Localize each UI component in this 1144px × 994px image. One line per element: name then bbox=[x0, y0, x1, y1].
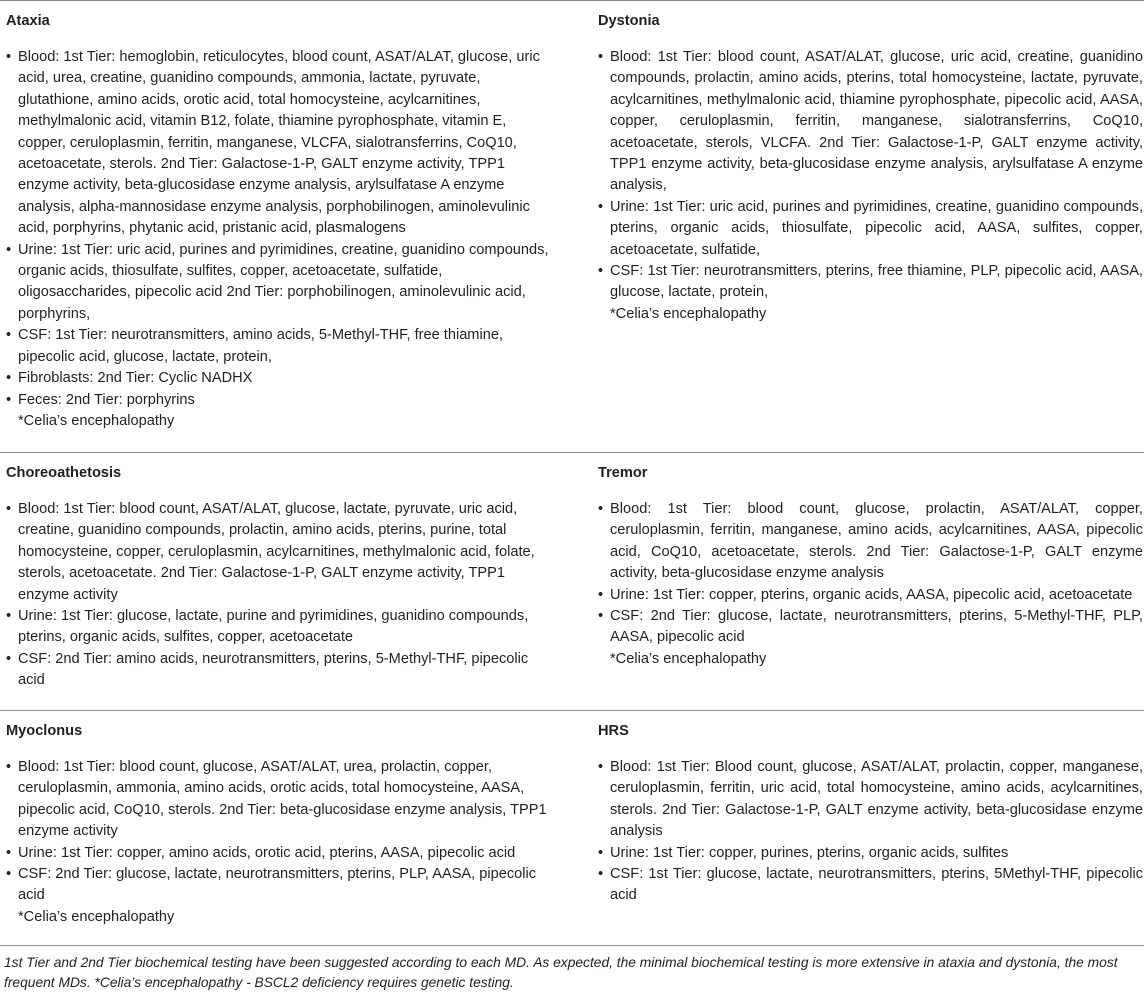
list-item: • CSF: 2nd Tier: glucose, lactate, neurotransmitters, pterins, PLP, AASA, pipecolic acid bbox=[6, 866, 537, 904]
bullet-icon: • bbox=[6, 241, 12, 258]
bullet-icon: • bbox=[6, 866, 12, 883]
list-item: • Urine: 1st Tier: glucose, lactate, purine and pyrimidines, guanidino compounds, pterins, organic acids, sulfites, copper, acetoacetate bbox=[6, 608, 529, 646]
table-footnote: 1st Tier and 2nd Tier biochemical testing have been suggested according to each MD. As expected, the minimal biochemical testing is more extensive in ataxia and dystonia, the most frequent MDs. *Celia’s encephalopathy - BSCL2 deficiency requires genetic testing. bbox=[4, 955, 1118, 990]
test-list bbox=[598, 499, 1143, 649]
list-item: • CSF: 1st Tier: neurotransmitters, amino acids, 5-Methyl-THF, free thiamine, pipecolic acid, glucose, lactate, protein, bbox=[6, 327, 503, 365]
bullet-icon: • bbox=[598, 608, 604, 625]
list-item: • Blood: 1st Tier: blood count, ASAT/ALAT, glucose, lactate, pyruvate, uric acid, creatine, guanidino compounds, prolactin, amino acids, pterins, purine, total homocysteine, copper, ceruloplasmin, acylcarnitines, methylmalonic acid, folate, sterols, acetoacetate. 2nd Tier: Galactose-1-P, GALT enzyme activity, TPP1 enzyme activity bbox=[6, 501, 535, 603]
bullet-icon: • bbox=[598, 198, 604, 215]
list-item: • Urine: 1st Tier: uric acid, purines and pyrimidines, creatine, guanidino compounds, pterins, organic acids, thiosulfate, pipecolic acid, AASA, sulfites, copper, acetoacetate, sulfatide, bbox=[598, 198, 1143, 258]
bullet-icon: • bbox=[598, 844, 604, 861]
section-title: Choreoathetosis bbox=[6, 465, 122, 481]
section-myoclonus bbox=[6, 721, 551, 928]
list-item: • Urine: 1st Tier: copper, pterins, organic acids, AASA, pipecolic acid, acetoacetate bbox=[598, 585, 1143, 606]
test-list bbox=[598, 47, 1143, 304]
table-top-rule bbox=[0, 0, 1144, 1]
bullet-icon: • bbox=[598, 866, 604, 883]
bullet-icon: • bbox=[6, 327, 12, 344]
section-note: *Celia’s encephalopathy bbox=[610, 650, 767, 667]
bullet-icon: • bbox=[6, 759, 12, 775]
section-ataxia bbox=[6, 11, 551, 432]
list-item: • Urine: 1st Tier: uric acid, purines and pyrimidines, creatine, guanidino compounds, organic acids, thiosulfate, sulfites, copper, acetoacetate, sulfatide, oligosaccharides, pipecolic acid 2nd Tier: porphobilinogen, aminolevulinic acid, porphyrins, bbox=[6, 241, 549, 322]
bullet-icon: • bbox=[6, 49, 12, 65]
bullet-icon: • bbox=[6, 501, 12, 517]
section-title: HRS bbox=[598, 723, 629, 739]
section-title: Tremor bbox=[598, 465, 648, 481]
list-item: • CSF: 1st Tier: neurotransmitters, pterins, free thiamine, PLP, pipecolic acid, AASA, glucose, lactate, protein, bbox=[598, 263, 1143, 301]
row-divider bbox=[0, 452, 1144, 453]
section-title: Ataxia bbox=[6, 13, 50, 29]
row-divider bbox=[0, 710, 1144, 711]
section-tremor bbox=[598, 463, 1143, 670]
bullet-icon: • bbox=[598, 49, 604, 65]
list-item: • Feces: 2nd Tier: porphyrins bbox=[6, 390, 551, 411]
section-title: Dystonia bbox=[598, 13, 660, 29]
bullet-icon: • bbox=[6, 391, 12, 408]
list-item: • Urine: 1st Tier: copper, amino acids, orotic acid, pterins, AASA, pipecolic acid bbox=[6, 843, 551, 864]
section-choreoathetosis bbox=[6, 463, 551, 692]
bullet-icon: • bbox=[598, 263, 604, 280]
bullet-icon: • bbox=[6, 844, 12, 861]
section-dystonia bbox=[598, 11, 1143, 325]
test-list bbox=[598, 757, 1143, 907]
test-list bbox=[6, 47, 551, 411]
section-note: *Celia’s encephalopathy bbox=[610, 305, 767, 322]
list-item: • Blood: 1st Tier: blood count, glucose, prolactin, ASAT/ALAT, copper, ceruloplasmin, ferritin, manganese, amino acids, acylcarnitines, AASA, pipecolic acid, CoQ10, acetoacetate, sterols. 2nd Tier: Galactose-1-P, GALT enzyme activity, beta-glucosidase enzyme analysis bbox=[598, 501, 1143, 582]
list-item: • Blood: 1st Tier: Blood count, glucose, ASAT/ALAT, prolactin, copper, manganese, ceruloplasmin, ferritin, uric acid, total homocysteine, amino acids, acylcarnitines, sterols. 2nd Tier: Galactose-1-P, GALT enzyme activity, beta-glucosidase enzyme analysis bbox=[598, 759, 1143, 840]
section-title: Myoclonus bbox=[6, 723, 83, 739]
list-item: • Fibroblasts: 2nd Tier: Cyclic NADHX bbox=[6, 368, 551, 389]
bullet-icon: • bbox=[6, 370, 12, 387]
bullet-icon: • bbox=[6, 608, 12, 625]
section-note: *Celia’s encephalopathy bbox=[18, 908, 175, 925]
list-item: • Blood: 1st Tier: blood count, ASAT/ALAT, glucose, uric acid, creatine, guanidino compounds, prolactin, amino acids, pterins, total homocysteine, lactate, pyruvate, acylcarnitines, methylmalonic acid, thiamine pyrophosphate, pipecolic acid, AASA, copper, ceruloplasmin, ferritin, manganese, sialotransferrins, CoQ10, acetoacetate, sterols, VLCFA. 2nd Tier: Galactose-1-P, GALT enzyme activity, TPP1 enzyme activity, beta-glucosidase enzyme analysis, arylsulfatase A enzyme analysis, bbox=[598, 49, 1143, 194]
table-bottom-rule bbox=[0, 945, 1144, 946]
section-note: *Celia’s encephalopathy bbox=[18, 412, 175, 429]
list-item: • CSF: 2nd Tier: amino acids, neurotransmitters, pterins, 5-Methyl-THF, pipecolic acid bbox=[6, 650, 529, 689]
bullet-icon: • bbox=[6, 650, 12, 667]
bullet-icon: • bbox=[598, 586, 604, 603]
list-item: • Urine: 1st Tier: copper, purines, pterins, organic acids, sulfites bbox=[598, 843, 1143, 864]
section-hrs bbox=[598, 721, 1143, 907]
list-item: • CSF: 1st Tier: glucose, lactate, neurotransmitters, pterins, 5Methyl-THF, pipecolic acid bbox=[598, 866, 1143, 904]
list-item: • CSF: 2nd Tier: glucose, lactate, neurotransmitters, pterins, 5-Methyl-THF, PLP, AASA, pipecolic acid bbox=[598, 608, 1143, 646]
test-list bbox=[6, 499, 551, 692]
list-item: • Blood: 1st Tier: blood count, glucose, ASAT/ALAT, urea, prolactin, copper, ceruloplasmin, ammonia, amino acids, orotic acids, total homocysteine, AASA, pipecolic acid, CoQ10, sterols. 2nd Tier: beta-glucosidase enzyme analysis, TPP1 enzyme activity bbox=[6, 759, 547, 840]
bullet-icon: • bbox=[598, 501, 604, 517]
test-list bbox=[6, 757, 551, 907]
bullet-icon: • bbox=[598, 759, 604, 775]
list-item: • Blood: 1st Tier: hemoglobin, reticulocytes, blood count, ASAT/ALAT, glucose, uric acid, urea, creatine, guanidino compounds, ammonia, lactate, pyruvate, glutathione, amino acids, orotic acid, total homocysteine, acylcarnitines, methylmalonic acid, vitamin B12, folate, thiamine pyrophosphate, vitamin E, copper, ceruloplasmin, ferritin, manganese, VLCFA, sialotransferrins, CoQ10, acetoacetate, sterols. 2nd Tier: Galactose-1-P, GALT enzyme activity, TPP1 enzyme activity, beta-glucosidase enzyme analysis, arylsulfatase A enzyme analysis, alpha-mannosidase enzyme analysis, porphobilinogen, aminolevulinic acid, porphyrins, phytanic acid, pristanic acid, plasmalogens bbox=[6, 49, 540, 237]
